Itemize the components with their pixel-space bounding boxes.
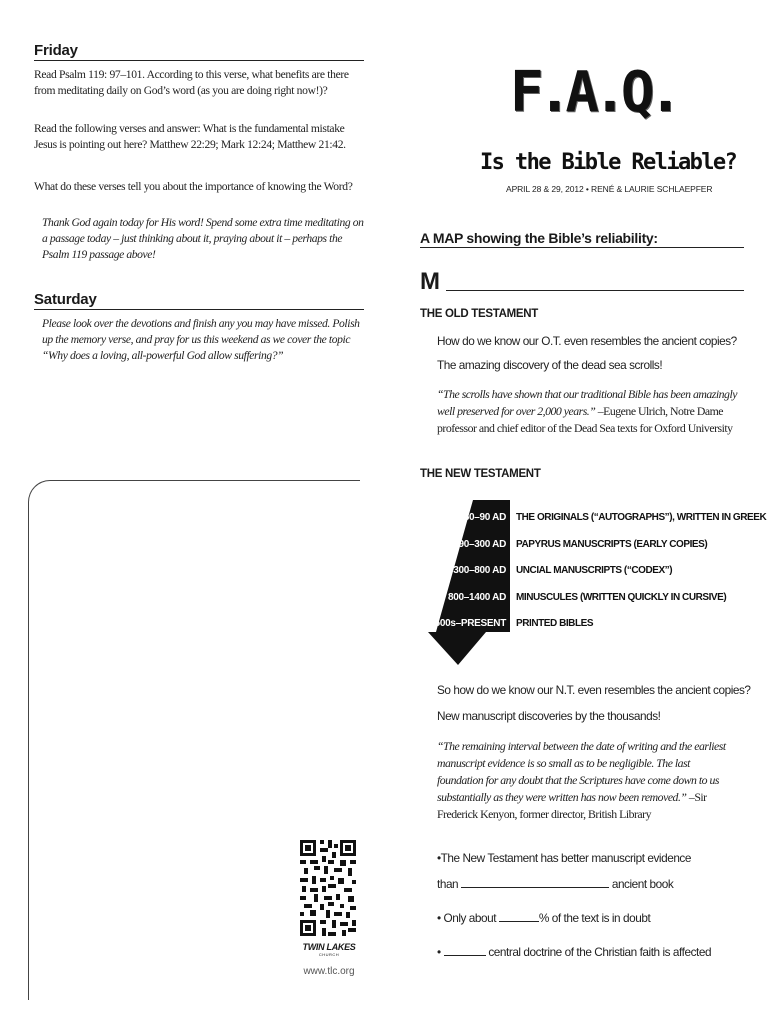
ot-answer: The amazing discovery of the dead sea scrolls! — [437, 358, 663, 372]
nt-quote-attribution: –Sir Frederick Kenyon, former director, British Library — [437, 790, 707, 821]
map-blank — [446, 290, 744, 291]
friday-prayer-note: Thank God again today for His word! Spend some extra time meditating on a passage today – just thinking about it, praying about it – perhaps the Psalm 119 passage above! — [42, 216, 364, 261]
timeline-date: 1500s–PRESENT — [429, 618, 506, 629]
page-subtitle: Is the Bible Reliable? — [480, 150, 737, 175]
timeline-row — [428, 508, 767, 528]
saturday-heading: Saturday — [34, 291, 364, 310]
timeline-date: 90–300 AD — [458, 538, 506, 550]
nt-bullet-1-continued — [437, 877, 673, 891]
nt-bullet-2-blank — [499, 912, 539, 922]
nt-bullet-1-than: than — [437, 877, 459, 891]
nt-bullet-1-post: ancient book — [611, 877, 674, 891]
nt-bullet-3-blank — [444, 946, 486, 956]
friday-question-1: Read Psalm 119: 97–101. According to this verse, what benefits are there from meditating daily on God’s word (as you are doing right now!)? — [34, 68, 349, 97]
friday-heading: Friday — [34, 42, 364, 61]
timeline-label: MINUSCULES (WRITTEN QUICKLY IN CURSIVE) — [516, 591, 727, 603]
nt-bullet-3 — [437, 945, 711, 959]
church-logo-text: TWIN LAKES — [302, 942, 356, 952]
map-fill-in-line — [420, 264, 744, 294]
nt-bullet-2 — [437, 911, 650, 925]
ot-question: How do we know our O.T. even resembles the ancient copies? — [437, 334, 737, 348]
nt-bullet-1: •The New Testament has better manuscript evidence — [437, 851, 691, 865]
website-link[interactable]: www.tlc.org — [303, 966, 355, 977]
nt-bullet-1-blank — [461, 878, 609, 888]
nt-answer: New manuscript discoveries by the thousands! — [437, 709, 661, 723]
timeline-label: UNCIAL MANUSCRIPTS (“CODEX”) — [516, 565, 673, 576]
timeline-label: PAPYRUS MANUSCRIPTS (EARLY COPIES) — [516, 538, 708, 550]
left-column — [34, 42, 364, 364]
timeline-date: 300–800 AD — [453, 565, 506, 576]
timeline-label: PRINTED BIBLES — [516, 618, 594, 629]
nt-bullet-2-post: % of the text is in doubt — [538, 911, 651, 925]
church-logo — [296, 942, 362, 957]
nt-bullet-3-post: central doctrine of the Christian faith is affected — [488, 945, 712, 959]
church-logo-subtext: CHURCH — [318, 952, 340, 957]
timeline-label: THE ORIGINALS (“AUTOGRAPHS”), WRITTEN IN GREEK — [516, 512, 767, 523]
nt-question: So how do we know our N.T. even resembles the ancient copies? — [437, 683, 751, 697]
date-and-speakers: APRIL 28 & 29, 2012 • RENÉ & LAURIE SCHLAEPFER — [506, 184, 713, 194]
ot-quote — [437, 386, 737, 437]
timeline-row — [428, 588, 738, 608]
timeline-row — [428, 614, 738, 634]
new-testament-heading: THE NEW TESTAMENT — [420, 468, 541, 480]
saturday-note: Please look over the devotions and finish any you may have missed. Polish up the memory verse, and pray for us this weekend as we cover the topic “Why does a loving, all-powerful God allow suffering?” — [42, 317, 360, 362]
map-letter-m: M — [420, 268, 440, 295]
timeline-row — [428, 535, 738, 555]
faq-title: F.A.Q. — [510, 60, 677, 125]
qr-code — [298, 838, 358, 938]
nt-bullet-3-pre: • — [437, 945, 441, 959]
timeline-date: 50–90 AD — [463, 512, 506, 523]
timeline-date: 800–1400 AD — [447, 591, 506, 603]
timeline-row — [428, 561, 738, 581]
friday-question-2: Read the following verses and answer: What is the fundamental mistake Jesus is pointing out here? Matthew 22:29; Mark 12:24; Matthew 21:42. — [34, 122, 346, 151]
map-heading: A MAP showing the Bible’s reliability: — [420, 230, 744, 248]
ot-quote-attribution: –Eugene Ulrich, Notre Dame professor and chief editor of the Dead Sea texts for Oxford University — [437, 404, 733, 435]
nt-quote-text: “The remaining interval between the date of writing and the earliest manuscript evidence is so small as to be negligible. The last foundation for any doubt that the Scriptures have come down to us substantially as they were written has now been removed.” — [437, 739, 726, 804]
friday-question-3: What do these verses tell you about the importance of knowing the Word? — [34, 180, 353, 193]
ot-quote-text: “The scrolls have shown that our traditional Bible has been amazingly well preserved for over 2,000 years.” — [437, 387, 737, 418]
manuscript-timeline — [428, 500, 767, 665]
nt-bullet-2-pre: • Only about — [437, 911, 497, 925]
nt-quote — [437, 738, 737, 823]
old-testament-heading: THE OLD TESTAMENT — [420, 308, 538, 320]
